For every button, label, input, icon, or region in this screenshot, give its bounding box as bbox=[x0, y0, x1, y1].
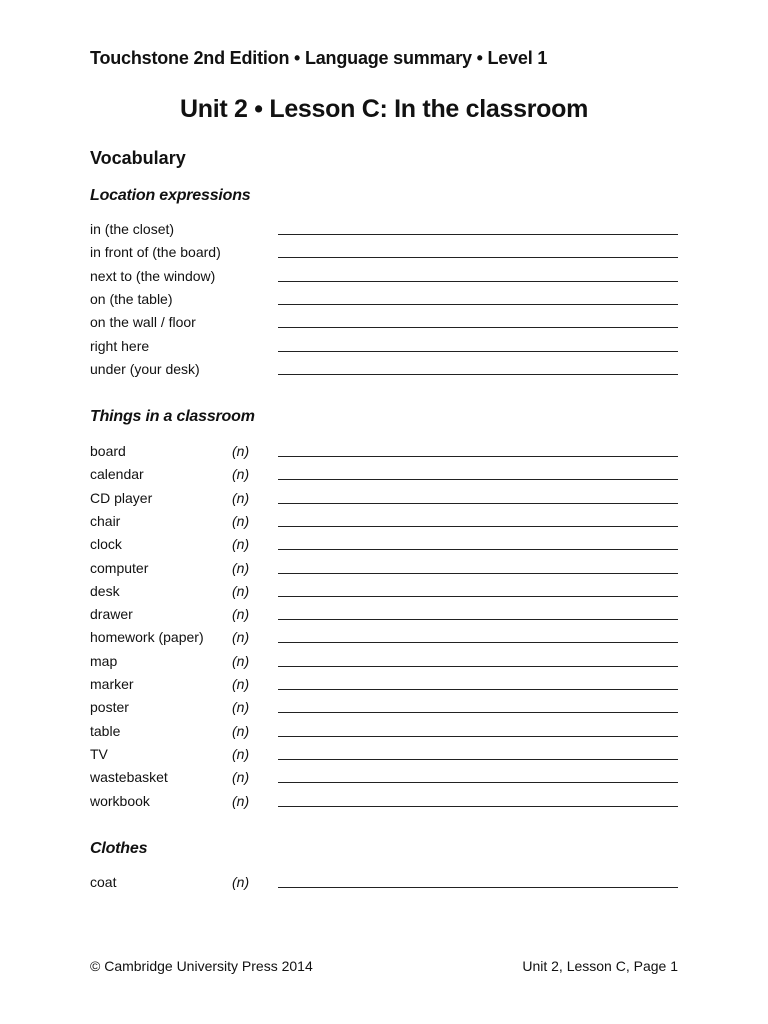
vocab-row bbox=[90, 873, 678, 896]
vocab-row bbox=[90, 768, 678, 791]
answer-line bbox=[278, 619, 678, 620]
answer-line bbox=[278, 736, 678, 737]
vocab-term: board bbox=[90, 443, 126, 459]
answer-line bbox=[278, 479, 678, 480]
vocab-row bbox=[90, 442, 678, 465]
vocab-row bbox=[90, 698, 678, 721]
vocab-row bbox=[90, 745, 678, 768]
vocab-row bbox=[90, 652, 678, 675]
vocab-row bbox=[90, 628, 678, 651]
vocab-term: under (your desk) bbox=[90, 360, 200, 377]
vocab-term: workbook bbox=[90, 792, 150, 809]
vocab-row bbox=[90, 360, 678, 383]
vocab-row bbox=[90, 792, 678, 815]
vocab-row bbox=[90, 559, 678, 582]
vocab-row bbox=[90, 582, 678, 605]
vocab-row bbox=[90, 722, 678, 745]
vocab-term: calendar bbox=[90, 466, 144, 483]
part-of-speech: (n) bbox=[232, 652, 250, 669]
vocab-term: coat bbox=[90, 874, 117, 890]
part-of-speech: (n) bbox=[232, 769, 250, 786]
vocab-term: homework (paper) bbox=[90, 629, 204, 646]
part-of-speech: (n) bbox=[232, 582, 250, 599]
vocab-row bbox=[90, 512, 678, 535]
part-of-speech: (n) bbox=[232, 629, 250, 646]
vocab-row bbox=[90, 243, 678, 266]
answer-line bbox=[278, 782, 678, 783]
vocab-term: drawer bbox=[90, 606, 133, 623]
part-of-speech: (n) bbox=[232, 874, 250, 890]
answer-line bbox=[278, 257, 678, 258]
vocab-row bbox=[90, 313, 678, 336]
part-of-speech: (n) bbox=[232, 512, 250, 529]
vocab-term: desk bbox=[90, 582, 120, 599]
part-of-speech: (n) bbox=[232, 676, 250, 692]
vocab-row bbox=[90, 465, 678, 488]
vocab-term: in (the closet) bbox=[90, 221, 175, 237]
part-of-speech: (n) bbox=[232, 466, 250, 483]
vocab-term: on (the table) bbox=[90, 290, 173, 307]
footer-copyright: © Cambridge University Press 2014 bbox=[90, 958, 313, 974]
vocab-term: next to (the window) bbox=[90, 267, 216, 284]
part-of-speech: (n) bbox=[232, 745, 250, 762]
vocab-row bbox=[90, 489, 678, 512]
part-of-speech: (n) bbox=[232, 699, 250, 716]
vocab-term: on the wall / floor bbox=[90, 314, 196, 331]
part-of-speech: (n) bbox=[232, 722, 250, 739]
section-title: Vocabulary bbox=[90, 148, 186, 168]
answer-line bbox=[278, 806, 678, 807]
document-header: Touchstone 2nd Edition • Language summary • Level 1 bbox=[90, 48, 548, 68]
answer-line bbox=[278, 596, 678, 597]
vocab-term: map bbox=[90, 652, 118, 669]
vocab-term: chair bbox=[90, 512, 121, 529]
vocab-term: table bbox=[90, 722, 121, 739]
answer-line bbox=[278, 666, 678, 667]
vocab-term: marker bbox=[90, 676, 134, 692]
part-of-speech: (n) bbox=[232, 606, 250, 623]
vocab-row bbox=[90, 675, 678, 698]
answer-line bbox=[278, 351, 678, 352]
vocab-row bbox=[90, 535, 678, 558]
part-of-speech: (n) bbox=[232, 443, 250, 459]
answer-line bbox=[278, 549, 678, 550]
vocab-term: right here bbox=[90, 337, 150, 354]
answer-line bbox=[278, 642, 678, 643]
part-of-speech: (n) bbox=[232, 489, 250, 506]
part-of-speech: (n) bbox=[232, 536, 250, 553]
answer-line bbox=[278, 374, 678, 375]
answer-line bbox=[278, 573, 678, 574]
answer-line bbox=[278, 712, 678, 713]
vocab-row bbox=[90, 337, 678, 360]
answer-line bbox=[278, 234, 678, 235]
vocab-row bbox=[90, 605, 678, 628]
answer-line bbox=[278, 526, 678, 527]
answer-line bbox=[278, 327, 678, 328]
answer-line bbox=[278, 759, 678, 760]
answer-line bbox=[278, 281, 678, 282]
vocab-row bbox=[90, 267, 678, 290]
vocab-row bbox=[90, 220, 678, 243]
answer-line bbox=[278, 304, 678, 305]
answer-line bbox=[278, 456, 678, 457]
part-of-speech: (n) bbox=[232, 559, 250, 576]
answer-line bbox=[278, 887, 678, 888]
part-of-speech: (n) bbox=[232, 792, 250, 809]
vocab-term: wastebasket bbox=[90, 769, 168, 786]
vocab-term: CD player bbox=[90, 489, 153, 506]
vocab-row bbox=[90, 290, 678, 313]
vocab-term: TV bbox=[90, 745, 108, 762]
vocab-term: clock bbox=[90, 536, 122, 553]
group-heading: Clothes bbox=[90, 840, 148, 857]
footer-page-info: Unit 2, Lesson C, Page 1 bbox=[522, 958, 678, 974]
vocab-term: in front of (the board) bbox=[90, 244, 221, 261]
vocab-term: computer bbox=[90, 559, 149, 576]
vocab-term: poster bbox=[90, 699, 129, 716]
answer-line bbox=[278, 689, 678, 690]
group-heading: Location expressions bbox=[90, 187, 251, 204]
page-title: Unit 2 • Lesson C: In the classroom bbox=[179, 95, 589, 123]
answer-line bbox=[278, 503, 678, 504]
group-heading: Things in a classroom bbox=[90, 408, 255, 425]
